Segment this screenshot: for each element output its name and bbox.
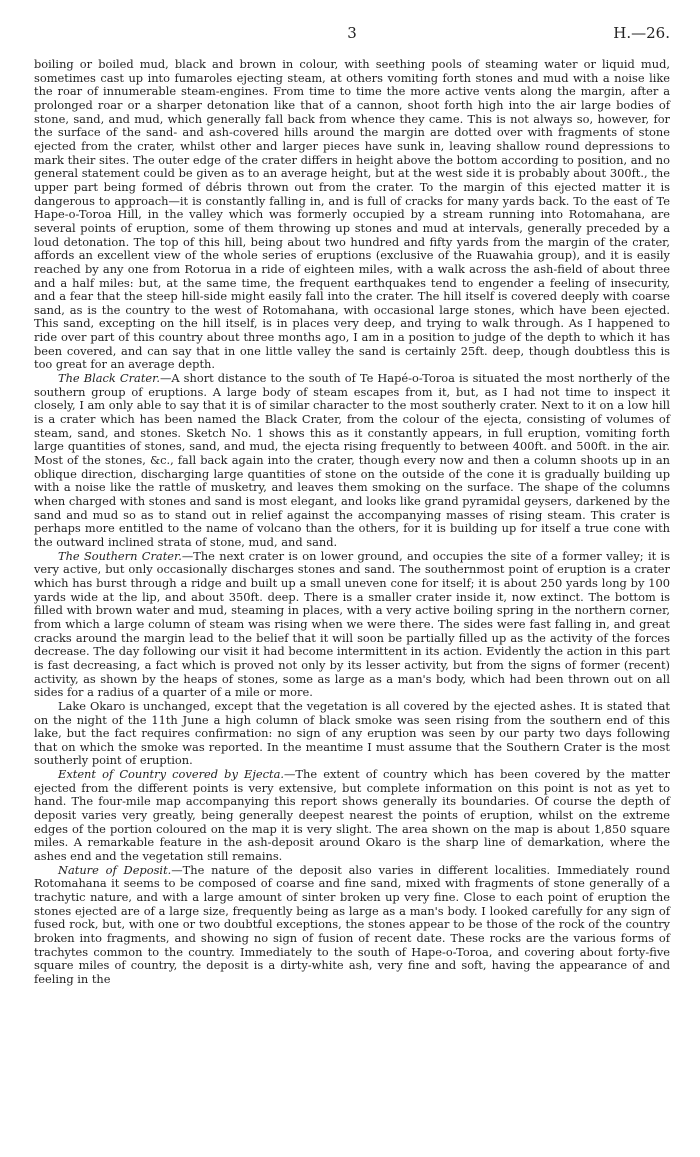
paragraph-nature-of-deposit: [34, 864, 670, 987]
section-heading-extent-of-country: Extent of Country covered by Ejecta.: [58, 767, 284, 782]
document-body: [34, 58, 670, 987]
paragraph-text: boiling or boiled mud, black and brown in colour, with seething pools of steaming water or liquid mud, sometimes cast up into fumaroles ejecting steam, at others vomiting forth stones and mud with a noise like the roar of innumerable steam-engines. From time to time the more active vents along the margin, after a prolonged roar or a sharper detonation like that of a cannon, shoot forth high into the air large bodies of stone, sand, and mud, which generally fall back from whence they came. This is not always so, however, for the surface of the sand- and ash-covered hills around the margin are dotted over with fragments of stone ejected from the crater, whilst other and larger pieces have sunk in, leaving shallow round depressions to mark their sites. The outer edge of the crater differs in height above the bottom according to position, and no general statement could be given as to an average height, but at the west side it is probably about 300ft., the upper part being formed of débris thrown out from the crater. To the margin of this ejected matter it is dangerous to approach—it is constantly falling in, and is full of cracks for many yards back. To the east of Te Hape-o-Toroa Hill, in the valley which was formerly occupied by a stream running into Rotomahana, are several points of eruption, some of them throwing up stones and mud at intervals, generally preceded by a loud detonation. The top of this hill, being about two hundred and fifty yards from the margin of the crater, affords an excellent view of the whole series of eruptions (exclusive of the Ruawahia group), and it is easily reached by any one from Rotorua in a ride of eighteen miles, with a walk across the ash-field of about three and a half miles: but, at the same time, the frequent earthquakes tend to engender a feeling of insecurity, and a fear that the steep hill-side might easily fall into the crater. The hill itself is covered deeply with coarse sand, as is the country to the west of Rotomahana, with occasional large stones, which have been ejected. This sand, excepting on the hill itself, is in places very deep, and trying to walk through. As I happened to ride over part of this country about three months ago, I am in a position to judge of the depth to which it has been covered, and can say that in one little valley the sand is certainly 25ft. deep, though doubtless this is too great for an average depth.: [34, 57, 670, 372]
paragraph-continuation: [34, 58, 670, 372]
paragraph-text: Lake Okaro is unchanged, except that the vegetation is all covered by the ejected ashes. It is stated that on the night of the 11th June a high column of black smoke was seen rising from the southern end of this lake, but the fact requires confirmation: no sign of any eruption was seen by our party two days following that on which the smoke was reported. In the meantime I must assume that the Southern Crater is the most southerly point of eruption.: [34, 698, 670, 768]
paragraph-text: —The nature of the deposit also varies in different localities. Immediately round Rotomahana it seems to be composed of coarse and fine sand, mixed with fragments of stone generally of a trachytic nature, and with a large amount of sinter broken up very fine. Close to each point of eruption the stones ejected are of a large size, frequently being as large as a man's body. I looked carefully for any sign of fused rock, but, with one or two doubtful exceptions, the stones appear to be those of the rock of the country broken into fragments, and showing no sign of fusion of recent date. These rocks are the various forms of trachytes common to the country. Immediately to the south of Hape-o-Toroa, and covering about forty-five square miles of country, the deposit is a dirty-white ash, very fine and soft, having the appearance of and feeling in the: [34, 862, 670, 986]
paragraph-lake-okaro: [34, 700, 670, 768]
section-heading-nature-of-deposit: Nature of Deposit.: [58, 862, 172, 877]
paragraph-black-crater: [34, 372, 670, 550]
document-page: [34, 0, 670, 1157]
paragraph-text: —A short distance to the south of Te Hapé-o-Toroa is situated the most northerly of the southern group of eruptions. A large body of steam escapes from it, but, as I had not time to inspect it closely, I am only able to say that it is of similar character to the most southerly crater. Next to it on a low hill is a crater which has been named the Black Crater, from the colour of the ejecta, consisting of volumes of steam, sand, and stones. Sketch No. 1 shows this as it constantly appears, in full eruption, vomiting forth large quantities of stones, sand, and mud, the ejecta rising frequently to between 400ft. and 500ft. in the air. Most of the stones, &c., fall back again into the crater, though every now and then a column shoots up in an oblique direction, discharging large quantities of stone on the outside of the cone it is gradually building up with a noise like the rattle of musketry, and leaves them smoking on the surface. The shape of the columns when charged with stones and sand is most elegant, and looks like grand pyramidal geysers, darkened by the sand and mud so as to stand out in relief against the accompanying masses of rising steam. This crater is perhaps more entitled to the name of volcano than the others, for it is building up for itself a true cone with the outward inclined strata of stone, mud, and sand.: [34, 371, 670, 549]
paragraph-extent-of-country: [34, 768, 670, 864]
paragraph-southern-crater: [34, 550, 670, 700]
section-heading-southern-crater: The Southern Crater.: [58, 548, 182, 563]
page-header: [34, 0, 670, 42]
paragraph-text: —The next crater is on lower ground, and occupies the site of a former valley; it is very active, but only occasionally discharges stones and sand. The southernmost point of eruption is a crater which has burst through a ridge and built up a small uneven cone for itself; it is about 250 yards long by 100 yards wide at the lip, and about 350ft. deep. There is a smaller crater inside it, now extinct. The bottom is filled with brown water and mud, steaming in places, with a very active boiling spring in the northern corner, from which a large column of steam was rising when we were there. The sides were fast falling in, and great cracks around the margin lead to the belief that it will soon be partially filled up as the activity of the forces decrease. The day following our visit it had become intermittent in its action. Evidently the action in this part is fast decreasing, a fact which is proved not only by its lesser activity, but from the signs of former (recent) activity, as shown by the heaps of stones, some as large as a man's body, which had been thrown out on all sides for a radius of a quarter of a mile or more.: [34, 548, 670, 700]
document-code: H.—26.: [613, 24, 670, 42]
page-number: 3: [347, 24, 357, 42]
section-heading-black-crater: The Black Crater.: [58, 371, 160, 386]
paragraph-text: —The extent of country which has been covered by the matter ejected from the different points is very extensive, but complete information on this point is not as yet to hand. The four-mile map accompanying this report shows generally its boundaries. Of course the depth of deposit varies very greatly, being generally deepest nearest the points of eruption, whilst on the extreme edges of the portion coloured on the map it is very slight. The area shown on the map is about 1,850 square miles. A remarkable feature in the ash-deposit around Okaro is the sharp line of demarkation, where the ashes end and the vegetation still remains.: [34, 767, 670, 864]
